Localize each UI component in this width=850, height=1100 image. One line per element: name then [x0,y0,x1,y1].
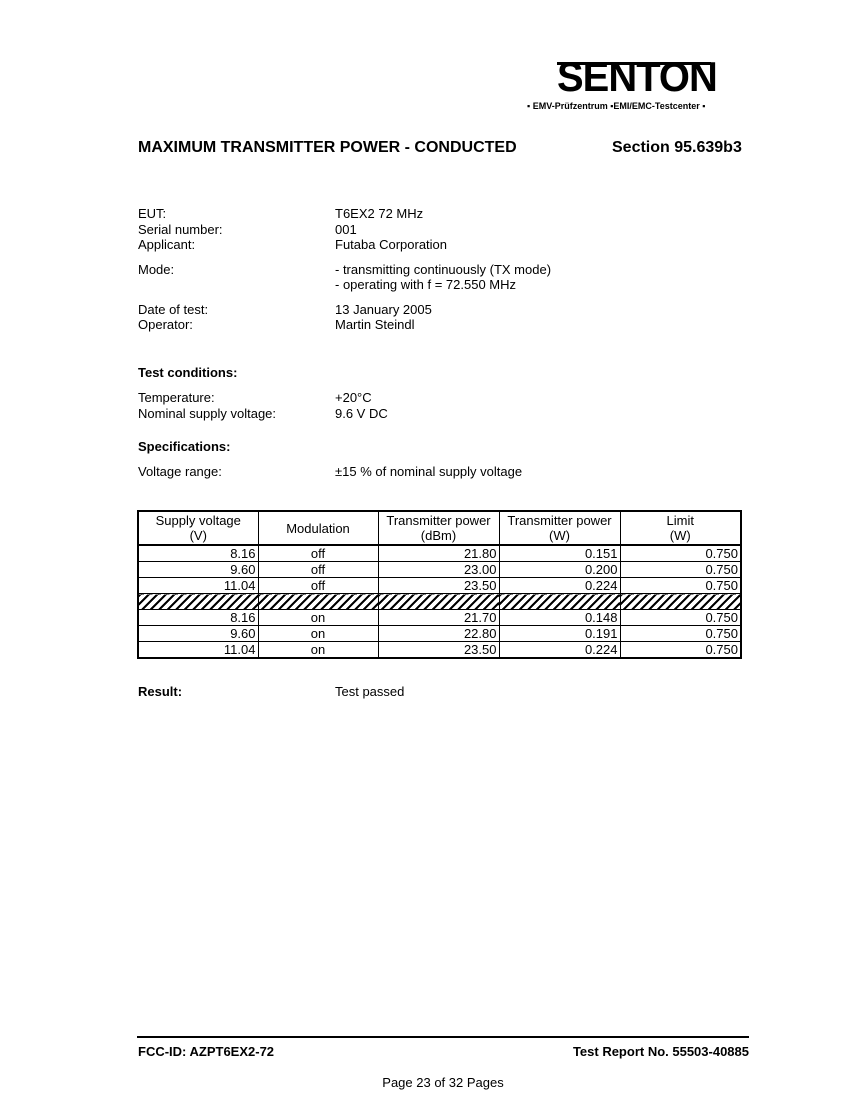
cell-voltage: 9.60 [138,626,258,642]
operator-label: Operator: [138,317,193,332]
cell-limit: 0.750 [620,610,741,626]
voltage-range-label: Voltage range: [138,464,222,479]
mode-line-1: - transmitting continuously (TX mode) [335,262,552,277]
applicant-label: Applicant: [138,237,196,252]
cell-modulation: on [258,626,378,642]
date-value: 13 January 2005 [335,302,432,317]
eut-value: T6EX2 72 MHz [335,206,424,221]
cell-limit: 0.750 [620,642,741,659]
temperature-value: +20°C [335,390,372,405]
mode-line-2: - operating with f = 72.550 MHz [335,277,517,292]
cell-limit: 0.750 [620,562,741,578]
cell-modulation: on [258,642,378,659]
hatch-cell [620,594,741,610]
cell-voltage: 11.04 [138,642,258,659]
serial-label: Serial number: [138,222,223,237]
header-limit: Limit (W) [620,511,741,545]
section-number: Section 95.639b3 [612,139,742,156]
cell-power-dbm: 21.80 [378,545,499,562]
serial-value: 001 [335,222,357,237]
cell-modulation: off [258,562,378,578]
report-number: Test Report No. 55503-40885 [572,1044,749,1059]
power-table [137,510,742,659]
cell-limit: 0.750 [620,626,741,642]
mode-label: Mode: [138,262,175,277]
table-row [138,610,741,626]
cell-voltage: 8.16 [138,545,258,562]
cell-limit: 0.750 [620,578,741,594]
cell-power-dbm: 23.50 [378,642,499,659]
cell-power-w: 0.191 [499,626,620,642]
result-label: Result: [138,684,183,699]
specifications-heading: Specifications: [138,439,231,454]
cell-power-w: 0.148 [499,610,620,626]
temperature-label: Temperature: [138,390,215,405]
cell-voltage: 8.16 [138,610,258,626]
cell-power-dbm: 23.50 [378,578,499,594]
table-row [138,626,741,642]
hatch-cell [138,594,258,610]
hatch-cell [258,594,378,610]
cell-modulation: off [258,545,378,562]
cell-power-w: 0.200 [499,562,620,578]
hatched-separator-row [138,594,741,610]
table-row [138,545,741,562]
eut-label: EUT: [138,206,167,221]
applicant-value: Futaba Corporation [335,237,448,252]
hatch-cell [499,594,620,610]
company-logo: SENTON [557,53,717,100]
test-conditions-heading: Test conditions: [138,365,238,380]
cell-voltage: 9.60 [138,562,258,578]
fcc-id: FCC-ID: AZPT6EX2-72 [138,1044,275,1059]
cell-power-dbm: 22.80 [378,626,499,642]
cell-voltage: 11.04 [138,578,258,594]
cell-modulation: on [258,610,378,626]
cell-power-w: 0.224 [499,642,620,659]
logo-tagline: ▪ EMV-Prüfzentrum ▪EMI/EMC-Testcenter ▪ [527,101,706,111]
result-value: Test passed [335,684,405,699]
operator-value: Martin Steindl [335,317,415,332]
cell-power-w: 0.151 [499,545,620,562]
header-supply-voltage: Supply voltage (V) [138,511,258,545]
table-row [138,578,741,594]
supply-voltage-value: 9.6 V DC [335,406,388,421]
page-number: Page 23 of 32 Pages [382,1075,504,1090]
date-label: Date of test: [138,302,209,317]
footer-divider [137,1036,749,1038]
voltage-range-value: ±15 % of nominal supply voltage [335,464,523,479]
cell-power-dbm: 23.00 [378,562,499,578]
cell-modulation: off [258,578,378,594]
header-power-w: Transmitter power (W) [499,511,620,545]
table-row [138,642,741,659]
hatch-cell [378,594,499,610]
header-modulation: Modulation [258,511,378,545]
page-title: MAXIMUM TRANSMITTER POWER - CONDUCTED [138,139,517,156]
cell-limit: 0.750 [620,545,741,562]
table-row [138,562,741,578]
cell-power-dbm: 21.70 [378,610,499,626]
cell-power-w: 0.224 [499,578,620,594]
table-header-row [138,511,741,545]
supply-voltage-label: Nominal supply voltage: [138,406,277,421]
header-power-dbm: Transmitter power (dBm) [378,511,499,545]
